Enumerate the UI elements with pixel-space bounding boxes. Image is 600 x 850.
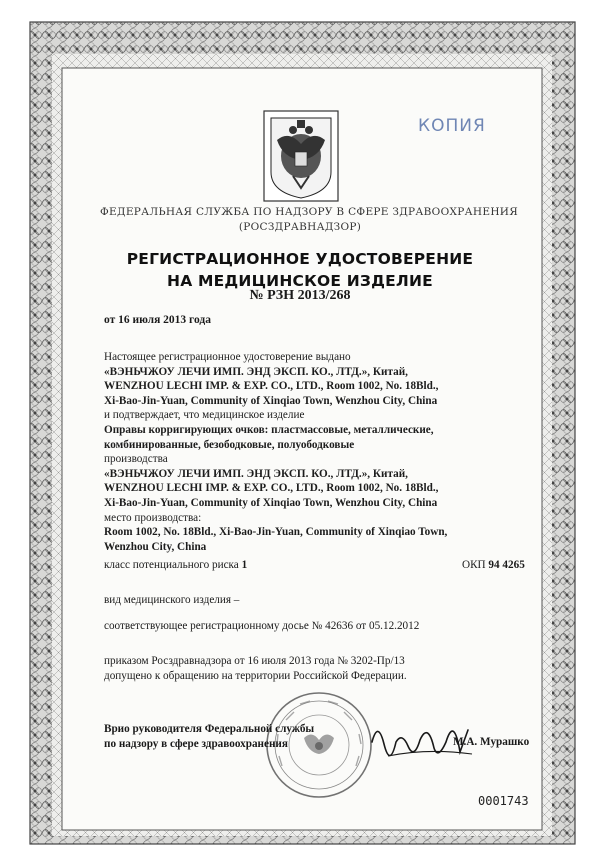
agency-line-2: (РОСЗДРАВНАДЗОР) [238,221,362,233]
order-line-1: приказом Росздравнадзора от 16 июля 2013 года № 3202-Пр/13 [104,655,405,667]
certificate-body [104,350,447,554]
agency-name [100,205,519,235]
body-line: «ВЭНЬЧЖОУ ЛЕЧИ ИМП. ЭНД ЭКСП. КО., ЛТД.», Китай, [104,365,408,378]
body-line: Xi-Bao-Jin-Yuan, Community of Xinqiao Town, Wenzhou City, China [104,394,438,407]
serial-number: 0001743 [478,794,529,808]
risk-class [104,559,247,571]
body-line: Room 1002, No. 18Bld., Xi-Bao-Jin-Yuan, Community of Xinqiao Town, [104,526,448,539]
okp-code [462,559,525,571]
coat-of-arms-emblem [263,110,339,202]
body-line: WENZHOU LECHI IMP. & EXP. CO., LTD., Room 1002, No. 18Bld., [104,380,439,393]
body-line: Настоящее регистрационное удостоверение выдано [104,351,351,363]
order-line-2: допущено к обращению на территории Российской Федерации. [104,669,407,682]
body-line: место производства: [104,511,202,524]
body-line: WENZHOU LECHI IMP. & EXP. CO., LTD., Room 1002, No. 18Bld., [104,482,439,495]
body-line: Xi-Bao-Jin-Yuan, Community of Xinqiao Town, Wenzhou City, China [104,496,438,509]
device-kind: вид медицинского изделия – [104,594,240,606]
signatory-line-1: Врио руководителя Федеральной службы [104,723,315,735]
signatory-title [104,722,314,752]
signatory-name: М.А. Мурашко [453,736,530,748]
dossier-reference: соответствующее регистрационному досье № 42636 от 05.12.2012 [104,620,420,632]
document-title [90,248,510,292]
body-line: «ВЭНЬЧЖОУ ЛЕЧИ ИМП. ЭНД ЭКСП. КО., ЛТД.», Китай, [104,467,408,480]
title-line-2: НА МЕДИЦИНСКОЕ ИЗДЕЛИЕ [167,272,433,290]
okp-value: 94 4265 [488,559,525,571]
okp-label: ОКП [462,559,486,571]
title-line-1: РЕГИСТРАЦИОННОЕ УДОСТОВЕРЕНИЕ [126,250,474,268]
body-line: Оправы корригирующих очков: пластмассовые, металлические, [104,423,434,436]
agency-line-1: ФЕДЕРАЛЬНАЯ СЛУЖБА ПО НАДЗОРУ В СФЕРЕ ЗДРАВООХРАНЕНИЯ [100,206,519,218]
certificate-number: № РЗН 2013/268 [249,288,351,303]
body-line: производства [104,453,168,466]
body-line: комбинированные, безободковые, полуободковые [104,438,355,451]
body-line: и подтверждает, что медицинское изделие [104,409,305,422]
copy-stamp: КОПИЯ [418,116,486,136]
order-reference [104,654,407,683]
body-line: Wenzhou City, China [104,540,207,553]
signatory-line-2: по надзору в сфере здравоохранения [104,738,288,750]
risk-class-value: 1 [241,559,248,571]
risk-class-label: класс потенциального риска [104,559,239,571]
issue-date: от 16 июля 2013 года [104,314,211,326]
